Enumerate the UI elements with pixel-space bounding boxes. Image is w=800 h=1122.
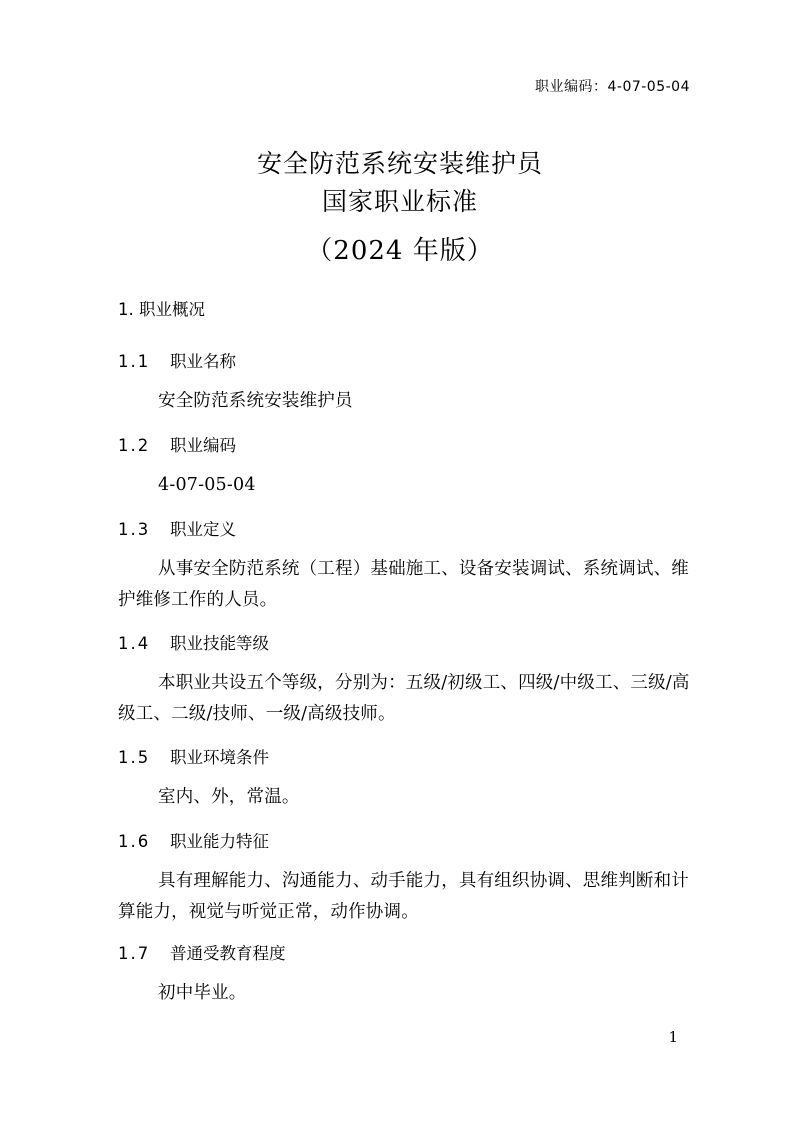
- subsection-title: 职业环境条件: [170, 748, 269, 767]
- subsection-body: 室内、外，常温。: [158, 787, 300, 807]
- subsection-body: 从事安全防范系统（工程）基础施工、设备安装调试、系统调试、维护维修工作的人员。: [118, 559, 689, 610]
- subsection-title: 职业定义: [170, 520, 236, 539]
- subsection-title: 职业名称: [170, 352, 236, 371]
- subsection-body: 4-07-05-04: [158, 475, 256, 495]
- edition-label: （2024 年版）: [306, 236, 494, 266]
- subsection-body: 安全防范系统安装维护员: [158, 391, 353, 411]
- subsection-number: 1.6: [118, 832, 151, 851]
- subsection-number: 1.7: [118, 944, 151, 963]
- subsection-number: 1.5: [118, 748, 151, 767]
- subsection-title: 职业能力特征: [170, 832, 269, 851]
- occupation-code-header: 职业编码：4-07-05-04: [534, 79, 690, 95]
- subsection-heading: [118, 516, 236, 540]
- subsection-number: 1.2: [118, 436, 151, 455]
- subsection-heading: [118, 744, 269, 768]
- subsection-body: 具有理解能力、沟通能力、动手能力，具有组织协调、思维判断和计算能力，视觉与听觉正常，动作协调。: [118, 871, 689, 922]
- subsection-title: 职业技能等级: [170, 634, 269, 653]
- subsection-body: 本职业共设五个等级，分别为：五级/初级工、四级/中级工、三级/高级工、二级/技师、一级/高级技师。: [118, 673, 690, 724]
- subsection-heading: [118, 940, 286, 964]
- page-number: 1: [668, 1028, 678, 1046]
- subsection-heading: [118, 828, 269, 852]
- subsection-heading: [118, 630, 269, 654]
- document-subtitle: 国家职业标准: [321, 187, 478, 216]
- subsection-body: 初中毕业。: [158, 983, 247, 1003]
- subsection-number: 1.3: [118, 520, 151, 539]
- subsection-number: 1.1: [118, 352, 151, 371]
- subsection-title: 普通受教育程度: [170, 944, 286, 963]
- subsection-heading: [118, 348, 236, 372]
- subsection-heading: [118, 432, 236, 456]
- subsection-title: 职业编码: [170, 436, 236, 455]
- section-heading-overview: 1. 职业概况: [118, 300, 205, 319]
- subsection-number: 1.4: [118, 634, 151, 653]
- document-title: 安全防范系统安装维护员: [256, 149, 543, 178]
